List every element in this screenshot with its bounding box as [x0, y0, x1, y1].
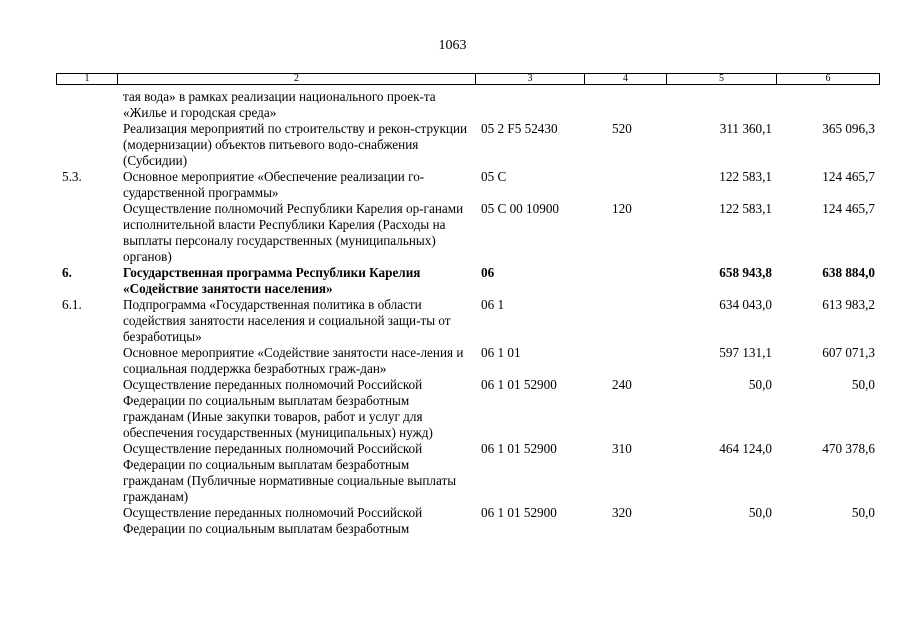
table-row	[56, 265, 879, 297]
row-value-year-1: 122 583,1	[719, 201, 772, 216]
row-value-year-2: 124 465,7	[822, 201, 875, 216]
row-number	[56, 201, 117, 265]
row-value-year-2: 365 096,3	[822, 121, 875, 136]
row-number: 6.	[62, 265, 72, 280]
row-value-year-2: 607 071,3	[822, 345, 875, 360]
row-number	[56, 345, 117, 377]
row-value-year-1: 634 043,0	[719, 297, 772, 312]
row-value-year-1: 50,0	[748, 377, 772, 392]
row-expense-type	[584, 297, 666, 345]
row-expense-type	[584, 169, 666, 201]
row-expense-type: 120	[612, 201, 632, 216]
column-number-header	[56, 73, 880, 85]
row-code: 06	[481, 265, 495, 280]
row-value-year-1: 597 131,1	[719, 345, 772, 360]
table-row	[56, 345, 879, 377]
row-expense-type	[584, 89, 666, 121]
row-value-year-1	[666, 89, 776, 121]
row-value-year-1: 50,0	[748, 505, 772, 520]
row-name: Основное мероприятие «Содействие занятости насе-ления и социальная поддержка безработных граж-дан»	[123, 345, 464, 376]
header-col-2: 2	[118, 74, 476, 85]
row-name: Осуществление переданных полномочий Российской Федерации по социальным выплатам безработным гражданам (Публичные нормативные социальные выплаты гражданам)	[123, 441, 457, 504]
row-code: 06 1 01	[481, 345, 521, 360]
row-code: 05 2 F5 52430	[481, 121, 558, 136]
row-code: 06 1 01 52900	[481, 441, 557, 456]
table-row	[56, 201, 879, 265]
row-name: Основное мероприятие «Обеспечение реализации го-сударственной программы»	[123, 169, 425, 200]
row-number: 5.3.	[62, 169, 82, 184]
row-code: 06 1	[481, 297, 505, 312]
row-value-year-1: 311 360,1	[719, 121, 772, 136]
row-value-year-1: 658 943,8	[719, 265, 772, 280]
header-col-5: 5	[667, 74, 777, 85]
row-name: Государственная программа Республики Карелия «Содействие занятости населения»	[123, 265, 421, 296]
row-code: 05 С 00 10900	[481, 201, 560, 216]
budget-table	[56, 89, 879, 537]
row-name: Подпрограмма «Государственная политика в области содействия занятости населения и социальной защи-ты от безработицы»	[123, 297, 451, 344]
header-col-6: 6	[777, 74, 880, 85]
table-row	[56, 441, 879, 505]
row-name: Реализация мероприятий по строительству и рекон-струкции (модернизации) объектов питьевого водо-снабжения (Субсидии)	[123, 121, 468, 168]
row-number	[56, 377, 117, 441]
header-col-1: 1	[57, 74, 118, 85]
row-expense-type	[584, 345, 666, 377]
row-value-year-2: 50,0	[851, 505, 875, 520]
row-name: Осуществление полномочий Республики Карелия ор-ганами исполнительной власти Республики Карелия (Расходы на выплаты персоналу государственных (муниципальных) органов)	[123, 201, 464, 264]
header-col-3: 3	[476, 74, 585, 85]
row-number	[56, 121, 117, 169]
row-value-year-2: 470 378,6	[822, 441, 875, 456]
row-expense-type	[584, 265, 666, 297]
row-name: Осуществление переданных полномочий Российской Федерации по социальным выплатам безработным гражданам (Иные закупки товаров, работ и услуг для обеспечения государственных (муниципальных) нужд)	[123, 377, 433, 440]
row-expense-type: 310	[612, 441, 632, 456]
table-row	[56, 297, 879, 345]
row-name: тая вода» в рамках реализации национального проек-та «Жилье и городская среда»	[123, 89, 436, 120]
header-col-4: 4	[585, 74, 667, 85]
row-number	[56, 505, 117, 537]
table-row	[56, 377, 879, 441]
row-value-year-1: 464 124,0	[719, 441, 772, 456]
row-value-year-2: 50,0	[851, 377, 875, 392]
row-code: 06 1 01 52900	[481, 505, 557, 520]
row-value-year-2: 613 983,2	[822, 297, 875, 312]
row-code	[475, 89, 584, 121]
row-code: 06 1 01 52900	[481, 377, 557, 392]
row-expense-type: 320	[612, 505, 632, 520]
table-row	[56, 169, 879, 201]
row-value-year-2: 638 884,0	[822, 265, 875, 280]
row-code: 05 С	[481, 169, 507, 184]
row-expense-type: 520	[612, 121, 632, 136]
row-value-year-2	[776, 89, 879, 121]
row-value-year-1: 122 583,1	[719, 169, 772, 184]
page-number: 1063	[438, 38, 467, 53]
table-row	[56, 121, 879, 169]
row-expense-type: 240	[612, 377, 632, 392]
table-row	[56, 89, 879, 121]
row-number	[56, 89, 117, 121]
row-number	[56, 441, 117, 505]
row-name: Осуществление переданных полномочий Российской Федерации по социальным выплатам безработным	[123, 505, 423, 536]
row-number: 6.1.	[62, 297, 82, 312]
row-value-year-2: 124 465,7	[822, 169, 875, 184]
header-row	[57, 74, 880, 85]
table-row	[56, 505, 879, 537]
